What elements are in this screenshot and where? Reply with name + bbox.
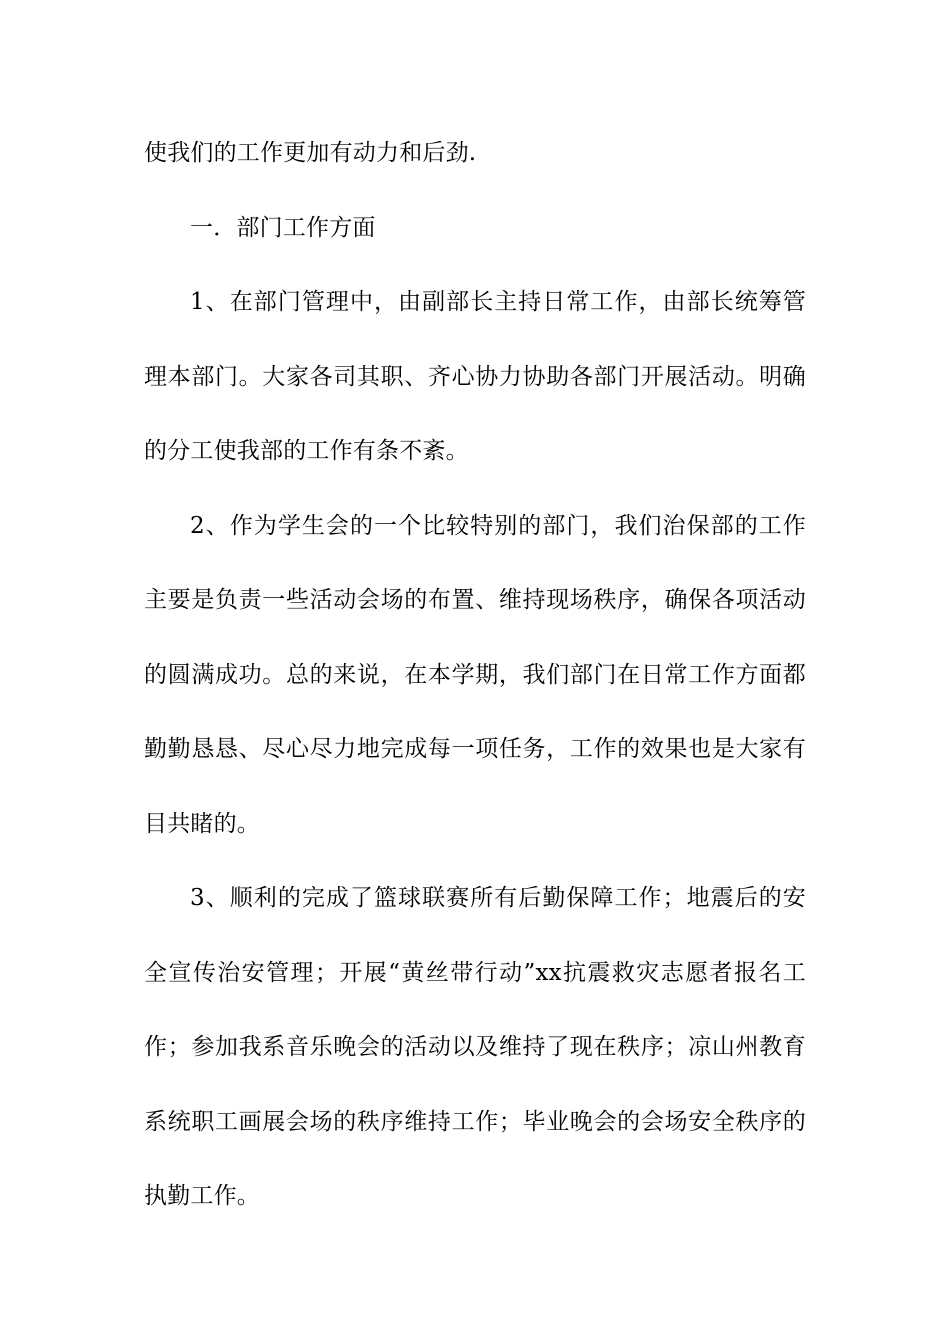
paragraph-item-2: 2、作为学生会的一个比较特别的部门，我们治保部的工作主要是负责一些活动会场的布置、维持现场秩序，确保各项活动的圆满成功。总的来说，在本学期，我们部门在日常工作方面都勤勤恳恳、尽心尽力地完成每一项任务，工作的效果也是大家有目共睹的。 [144,512,806,837]
paragraph-item-3: 3、顺利的完成了篮球联赛所有后勤保障工作；地震后的安全宣传治安管理；开展“黄丝带行动”xx抗震救灾志愿者报名工作；参加我系音乐晚会的活动以及维持了现在秩序；凉山州教育系统职工画展会场的秩序维持工作；毕业晚会的会场安全秩序的执勤工作。 [144,885,806,1209]
paragraph-continuation: 使我们的工作更加有动力和后劲. [144,140,477,166]
paragraph-item-1: 1、在部门管理中，由副部长主持日常工作，由部长统筹管理本部门。大家各司其职、齐心协力协助各部门开展活动。明确的分工使我部的工作有条不紊。 [144,289,806,464]
document-body [144,116,806,1234]
section-heading-department-work: 一．部门工作方面 [190,214,376,241]
